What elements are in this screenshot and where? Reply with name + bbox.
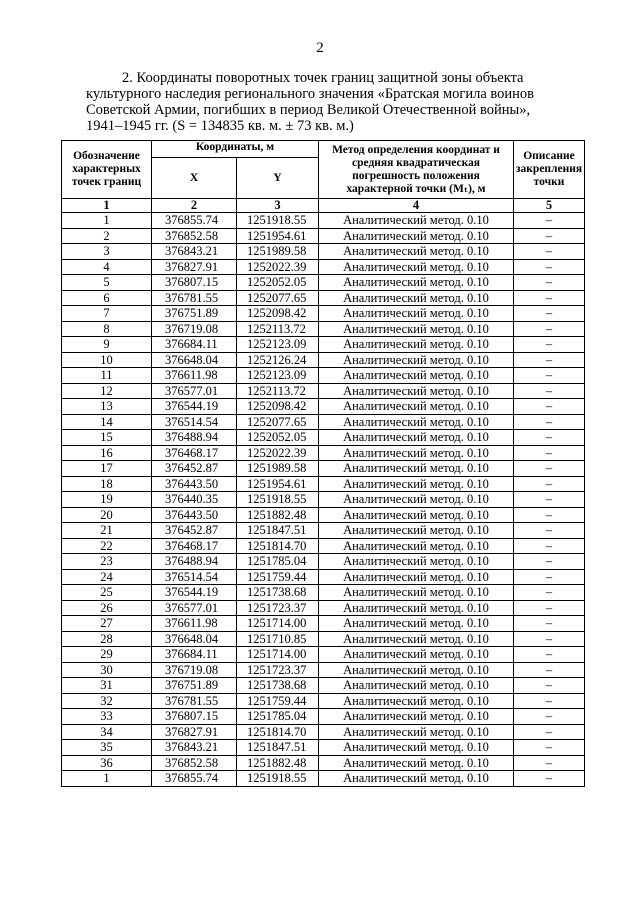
cell-point: 20 [62, 507, 152, 523]
table-row [62, 492, 585, 508]
cell-description: – [514, 554, 585, 570]
table-body [62, 213, 585, 787]
cell-point: 3 [62, 244, 152, 260]
cell-y: 1251814.70 [237, 538, 319, 554]
table-row [62, 507, 585, 523]
cell-method: Аналитический метод. 0.10 [319, 306, 514, 322]
cell-point: 16 [62, 445, 152, 461]
cell-y: 1251882.48 [237, 755, 319, 771]
table-row [62, 647, 585, 663]
cell-description: – [514, 399, 585, 415]
cell-method: Аналитический метод. 0.10 [319, 678, 514, 694]
table-row [62, 430, 585, 446]
cell-point: 27 [62, 616, 152, 632]
cell-description: – [514, 476, 585, 492]
cell-y: 1251738.68 [237, 585, 319, 601]
cell-description: – [514, 631, 585, 647]
header-y: Y [237, 158, 319, 199]
cell-point: 31 [62, 678, 152, 694]
cell-y: 1251989.58 [237, 244, 319, 260]
cell-method: Аналитический метод. 0.10 [319, 492, 514, 508]
table-row [62, 554, 585, 570]
table-row [62, 693, 585, 709]
cell-x: 376488.94 [152, 554, 237, 570]
cell-method: Аналитический метод. 0.10 [319, 213, 514, 229]
cell-method: Аналитический метод. 0.10 [319, 600, 514, 616]
cell-x: 376807.15 [152, 275, 237, 291]
table-row [62, 383, 585, 399]
table-row [62, 569, 585, 585]
cell-y: 1251954.61 [237, 476, 319, 492]
cell-description: – [514, 321, 585, 337]
cell-method: Аналитический метод. 0.10 [319, 662, 514, 678]
cell-point: 12 [62, 383, 152, 399]
cell-x: 376751.89 [152, 306, 237, 322]
cell-x: 376751.89 [152, 678, 237, 694]
cell-method: Аналитический метод. 0.10 [319, 290, 514, 306]
cell-point: 1 [62, 771, 152, 787]
cell-method: Аналитический метод. 0.10 [319, 228, 514, 244]
cell-description: – [514, 492, 585, 508]
cell-description: – [514, 662, 585, 678]
cell-point: 35 [62, 740, 152, 756]
cell-x: 376827.91 [152, 724, 237, 740]
cell-x: 376719.08 [152, 662, 237, 678]
table-row [62, 228, 585, 244]
cell-method: Аналитический метод. 0.10 [319, 755, 514, 771]
cell-description: – [514, 445, 585, 461]
table-row [62, 321, 585, 337]
cell-description: – [514, 616, 585, 632]
cell-y: 1251759.44 [237, 693, 319, 709]
cell-method: Аналитический метод. 0.10 [319, 445, 514, 461]
table-row [62, 461, 585, 477]
cell-point: 25 [62, 585, 152, 601]
cell-method: Аналитический метод. 0.10 [319, 523, 514, 539]
cell-description: – [514, 461, 585, 477]
cell-description: – [514, 724, 585, 740]
cell-method: Аналитический метод. 0.10 [319, 244, 514, 260]
table-row [62, 709, 585, 725]
cell-y: 1252077.65 [237, 414, 319, 430]
cell-description: – [514, 275, 585, 291]
cell-y: 1251847.51 [237, 740, 319, 756]
table-row [62, 724, 585, 740]
cell-method: Аналитический метод. 0.10 [319, 352, 514, 368]
cell-point: 6 [62, 290, 152, 306]
cell-point: 29 [62, 647, 152, 663]
cell-y: 1252123.09 [237, 368, 319, 384]
cell-x: 376852.58 [152, 228, 237, 244]
table-row [62, 538, 585, 554]
cell-y: 1251710.85 [237, 631, 319, 647]
cell-y: 1252098.42 [237, 306, 319, 322]
cell-point: 11 [62, 368, 152, 384]
cell-description: – [514, 430, 585, 446]
column-number: 4 [319, 199, 514, 213]
cell-x: 376440.35 [152, 492, 237, 508]
column-number: 5 [514, 199, 585, 213]
column-number: 2 [152, 199, 237, 213]
cell-method: Аналитический метод. 0.10 [319, 337, 514, 353]
cell-point: 8 [62, 321, 152, 337]
cell-description: – [514, 678, 585, 694]
cell-method: Аналитический метод. 0.10 [319, 430, 514, 446]
cell-y: 1251918.55 [237, 492, 319, 508]
cell-method: Аналитический метод. 0.10 [319, 275, 514, 291]
cell-method: Аналитический метод. 0.10 [319, 693, 514, 709]
cell-description: – [514, 523, 585, 539]
cell-description: – [514, 569, 585, 585]
cell-method: Аналитический метод. 0.10 [319, 383, 514, 399]
cell-x: 376452.87 [152, 461, 237, 477]
cell-y: 1252123.09 [237, 337, 319, 353]
table-row [62, 678, 585, 694]
cell-x: 376443.50 [152, 507, 237, 523]
cell-y: 1252052.05 [237, 275, 319, 291]
table-row [62, 275, 585, 291]
cell-y: 1251723.37 [237, 600, 319, 616]
cell-method: Аналитический метод. 0.10 [319, 740, 514, 756]
cell-y: 1252052.05 [237, 430, 319, 446]
column-number: 1 [62, 199, 152, 213]
cell-x: 376684.11 [152, 647, 237, 663]
cell-y: 1252022.39 [237, 259, 319, 275]
cell-x: 376684.11 [152, 337, 237, 353]
section-heading [86, 70, 572, 134]
cell-method: Аналитический метод. 0.10 [319, 399, 514, 415]
cell-point: 13 [62, 399, 152, 415]
cell-x: 376855.74 [152, 771, 237, 787]
table-row [62, 523, 585, 539]
cell-point: 21 [62, 523, 152, 539]
cell-point: 34 [62, 724, 152, 740]
cell-description: – [514, 259, 585, 275]
heading-line: культурного наследия регионального значения «Братская могила воинов [86, 86, 535, 102]
cell-description: – [514, 693, 585, 709]
cell-point: 18 [62, 476, 152, 492]
cell-description: – [514, 306, 585, 322]
cell-x: 376577.01 [152, 383, 237, 399]
cell-description: – [514, 755, 585, 771]
table-row [62, 631, 585, 647]
cell-x: 376488.94 [152, 430, 237, 446]
cell-point: 1 [62, 213, 152, 229]
cell-description: – [514, 244, 585, 260]
cell-x: 376544.19 [152, 585, 237, 601]
cell-y: 1252077.65 [237, 290, 319, 306]
cell-y: 1251954.61 [237, 228, 319, 244]
table-row [62, 740, 585, 756]
header-method: Метод определения координат и средняя квадратическая погрешность положения характерной точки (Mₜ), м [319, 141, 514, 199]
cell-method: Аналитический метод. 0.10 [319, 414, 514, 430]
heading-line: 2. Координаты поворотных точек границ защитной зоны объекта [122, 70, 524, 86]
header-point: Обозначение характерных точек границ [62, 141, 152, 199]
table-row [62, 585, 585, 601]
cell-point: 23 [62, 554, 152, 570]
table-row [62, 476, 585, 492]
cell-point: 24 [62, 569, 152, 585]
coordinates-table [61, 140, 585, 787]
cell-description: – [514, 771, 585, 787]
cell-x: 376611.98 [152, 368, 237, 384]
cell-y: 1251714.00 [237, 647, 319, 663]
cell-y: 1252113.72 [237, 383, 319, 399]
cell-method: Аналитический метод. 0.10 [319, 569, 514, 585]
cell-y: 1251785.04 [237, 554, 319, 570]
cell-method: Аналитический метод. 0.10 [319, 647, 514, 663]
column-number: 3 [237, 199, 319, 213]
table-row [62, 244, 585, 260]
cell-point: 26 [62, 600, 152, 616]
table-row [62, 306, 585, 322]
cell-method: Аналитический метод. 0.10 [319, 538, 514, 554]
table-row [62, 352, 585, 368]
table-row [62, 337, 585, 353]
cell-x: 376468.17 [152, 538, 237, 554]
cell-x: 376781.55 [152, 290, 237, 306]
table-row [62, 445, 585, 461]
table-row [62, 755, 585, 771]
cell-description: – [514, 647, 585, 663]
cell-point: 36 [62, 755, 152, 771]
cell-description: – [514, 213, 585, 229]
cell-y: 1252126.24 [237, 352, 319, 368]
cell-description: – [514, 585, 585, 601]
table-row [62, 259, 585, 275]
cell-point: 33 [62, 709, 152, 725]
table-row [62, 771, 585, 787]
cell-description: – [514, 600, 585, 616]
cell-method: Аналитический метод. 0.10 [319, 554, 514, 570]
cell-y: 1251847.51 [237, 523, 319, 539]
cell-x: 376443.50 [152, 476, 237, 492]
table-row [62, 399, 585, 415]
cell-y: 1252098.42 [237, 399, 319, 415]
cell-description: – [514, 228, 585, 244]
cell-point: 10 [62, 352, 152, 368]
cell-x: 376827.91 [152, 259, 237, 275]
cell-point: 19 [62, 492, 152, 508]
header-x: X [152, 158, 237, 199]
cell-point: 15 [62, 430, 152, 446]
cell-description: – [514, 709, 585, 725]
header-coordinates: Координаты, м [152, 141, 319, 158]
cell-method: Аналитический метод. 0.10 [319, 259, 514, 275]
cell-y: 1251738.68 [237, 678, 319, 694]
table-row [62, 414, 585, 430]
cell-y: 1252022.39 [237, 445, 319, 461]
cell-x: 376544.19 [152, 399, 237, 415]
cell-method: Аналитический метод. 0.10 [319, 321, 514, 337]
cell-x: 376452.87 [152, 523, 237, 539]
cell-point: 17 [62, 461, 152, 477]
cell-point: 4 [62, 259, 152, 275]
cell-description: – [514, 538, 585, 554]
table-row [62, 368, 585, 384]
cell-x: 376468.17 [152, 445, 237, 461]
page-number: 2 [316, 40, 324, 56]
cell-x: 376843.21 [152, 740, 237, 756]
cell-x: 376577.01 [152, 600, 237, 616]
cell-point: 9 [62, 337, 152, 353]
cell-point: 22 [62, 538, 152, 554]
cell-x: 376514.54 [152, 414, 237, 430]
cell-point: 2 [62, 228, 152, 244]
cell-description: – [514, 290, 585, 306]
cell-x: 376781.55 [152, 693, 237, 709]
cell-method: Аналитический метод. 0.10 [319, 616, 514, 632]
cell-method: Аналитический метод. 0.10 [319, 461, 514, 477]
table-row [62, 662, 585, 678]
cell-method: Аналитический метод. 0.10 [319, 368, 514, 384]
cell-y: 1251989.58 [237, 461, 319, 477]
cell-x: 376648.04 [152, 352, 237, 368]
cell-method: Аналитический метод. 0.10 [319, 709, 514, 725]
cell-y: 1251918.55 [237, 213, 319, 229]
cell-point: 14 [62, 414, 152, 430]
cell-y: 1251814.70 [237, 724, 319, 740]
cell-description: – [514, 368, 585, 384]
cell-point: 32 [62, 693, 152, 709]
cell-y: 1251723.37 [237, 662, 319, 678]
cell-method: Аналитический метод. 0.10 [319, 507, 514, 523]
cell-x: 376855.74 [152, 213, 237, 229]
cell-method: Аналитический метод. 0.10 [319, 771, 514, 787]
cell-method: Аналитический метод. 0.10 [319, 585, 514, 601]
cell-x: 376611.98 [152, 616, 237, 632]
cell-y: 1251918.55 [237, 771, 319, 787]
cell-method: Аналитический метод. 0.10 [319, 476, 514, 492]
cell-method: Аналитический метод. 0.10 [319, 724, 514, 740]
header-description: Описание закрепления точки [514, 141, 585, 199]
heading-line: 1941–1945 гг. (S = 134835 кв. м. ± 73 кв. м.) [86, 118, 354, 134]
cell-y: 1251785.04 [237, 709, 319, 725]
cell-x: 376807.15 [152, 709, 237, 725]
cell-point: 28 [62, 631, 152, 647]
cell-description: – [514, 507, 585, 523]
table-row [62, 290, 585, 306]
cell-y: 1251759.44 [237, 569, 319, 585]
table-row [62, 600, 585, 616]
cell-x: 376648.04 [152, 631, 237, 647]
cell-description: – [514, 337, 585, 353]
cell-x: 376843.21 [152, 244, 237, 260]
cell-point: 5 [62, 275, 152, 291]
heading-line: Советской Армии, погибших в период Великой Отечественной войны», [86, 102, 531, 118]
cell-description: – [514, 383, 585, 399]
cell-description: – [514, 740, 585, 756]
cell-y: 1251714.00 [237, 616, 319, 632]
cell-description: – [514, 414, 585, 430]
table-row [62, 616, 585, 632]
cell-y: 1252113.72 [237, 321, 319, 337]
cell-point: 7 [62, 306, 152, 322]
cell-x: 376719.08 [152, 321, 237, 337]
cell-method: Аналитический метод. 0.10 [319, 631, 514, 647]
table-row [62, 213, 585, 229]
cell-description: – [514, 352, 585, 368]
cell-y: 1251882.48 [237, 507, 319, 523]
cell-point: 30 [62, 662, 152, 678]
cell-x: 376852.58 [152, 755, 237, 771]
cell-x: 376514.54 [152, 569, 237, 585]
